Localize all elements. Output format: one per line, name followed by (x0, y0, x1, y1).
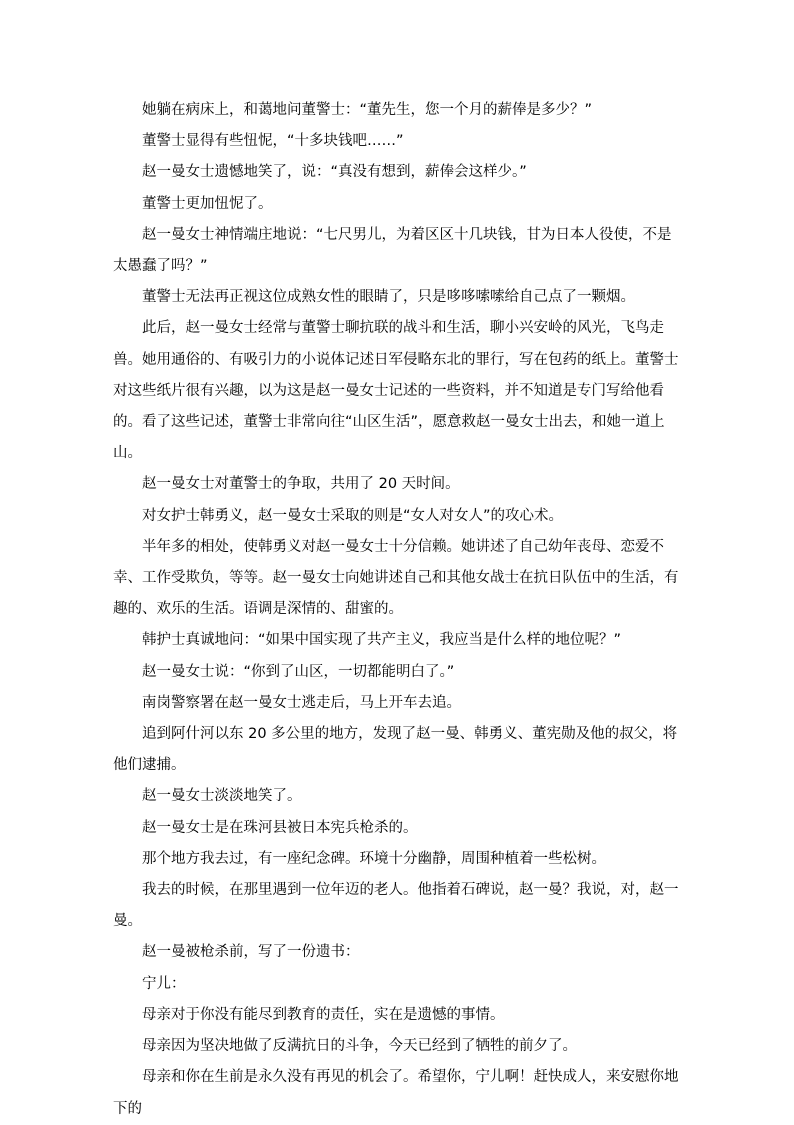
paragraph: 赵一曼女士说：“你到了山区，一切都能明白了。” (142, 663, 455, 680)
paragraph: 母亲和你在生前是永久没有再见的机会了。希望你，宁儿啊！赶快成人，来安慰你地下的 (113, 1069, 679, 1117)
paragraph: 母亲对于你没有能尽到教育的责任，实在是遗憾的事情。 (142, 1006, 505, 1023)
paragraph: 赵一曼女士遗憾地笑了，说：“真没有想到，薪俸会这样少。” (142, 164, 527, 181)
paragraph: 南岗警察署在赵一曼女士逃走后，马上开车去追。 (142, 694, 461, 711)
paragraph: 母亲因为坚决地做了反满抗日的斗争，今天已经到了牺牲的前夕了。 (142, 1038, 577, 1055)
paragraph: 赵一曼女士对董警士的争取，共用了 20 天时间。 (142, 476, 460, 493)
paragraph: 董警士显得有些忸怩，“十多块钱吧……” (142, 133, 404, 150)
paragraph: 半年多的相处，使韩勇义对赵一曼女士十分信赖。她讲述了自己幼年丧母、恋爱不幸、工作受欺负，等等。赵一曼女士向她讲述自己和其他女战士在抗日队伍中的生活，有趣的、欢乐的生活。语调是深情的、甜蜜的。 (113, 538, 679, 618)
paragraph: 董警士无法再正视这位成熟女性的眼睛了，只是哆哆嗦嗦给自己点了一颗烟。 (142, 289, 635, 306)
paragraph: 那个地方我去过，有一座纪念碑。环境十分幽静，周围种植着一些松树。 (142, 850, 606, 867)
paragraph: 她躺在病床上，和蔼地问董警士：“董先生，您一个月的薪俸是多少？” (142, 102, 593, 118)
paragraph: 董警士更加忸怩了。 (142, 195, 273, 212)
paragraph: 赵一曼女士淡淡地笑了。 (142, 788, 302, 805)
paragraph: 赵一曼女士是在珠河县被日本宪兵枪杀的。 (142, 819, 418, 836)
document-body (113, 95, 685, 1125)
paragraph: 此后，赵一曼女士经常与董警士聊抗联的战斗和生活，聊小兴安岭的风光，飞鸟走兽。她用通俗的、有吸引力的小说体记述日军侵略东北的罪行，写在包药的纸上。董警士对这些纸片很有兴趣，以为这是赵一曼女士记述的一些资料，并不知道是专门写给他看的。看了这些记述，董警士非常向往“山区生活”，愿意救赵一曼女士出去，和她一道上山。 (113, 320, 679, 462)
paragraph: 赵一曼女士神情端庄地说：“七尺男儿，为着区区十几块钱，甘为日本人役使，不是太愚蠢了吗？” (113, 226, 672, 275)
paragraph: 韩护士真诚地问：“如果中国实现了共产主义，我应当是什么样的地位呢？” (142, 632, 622, 649)
paragraph: 宁儿： (142, 975, 186, 992)
paragraph: 对女护士韩勇义，赵一曼女士采取的则是“女人对女人”的攻心术。 (142, 507, 564, 524)
paragraph: 我去的时候，在那里遇到一位年迈的老人。他指着石碑说，赵一曼？我说，对，赵一曼。 (113, 882, 679, 930)
paragraph: 赵一曼被枪杀前，写了一份遗书： (142, 944, 360, 961)
paragraph: 追到阿什河以东 20 多公里的地方，发现了赵一曼、韩勇义、董宪勋及他的叔父，将他们逮捕。 (113, 726, 678, 774)
